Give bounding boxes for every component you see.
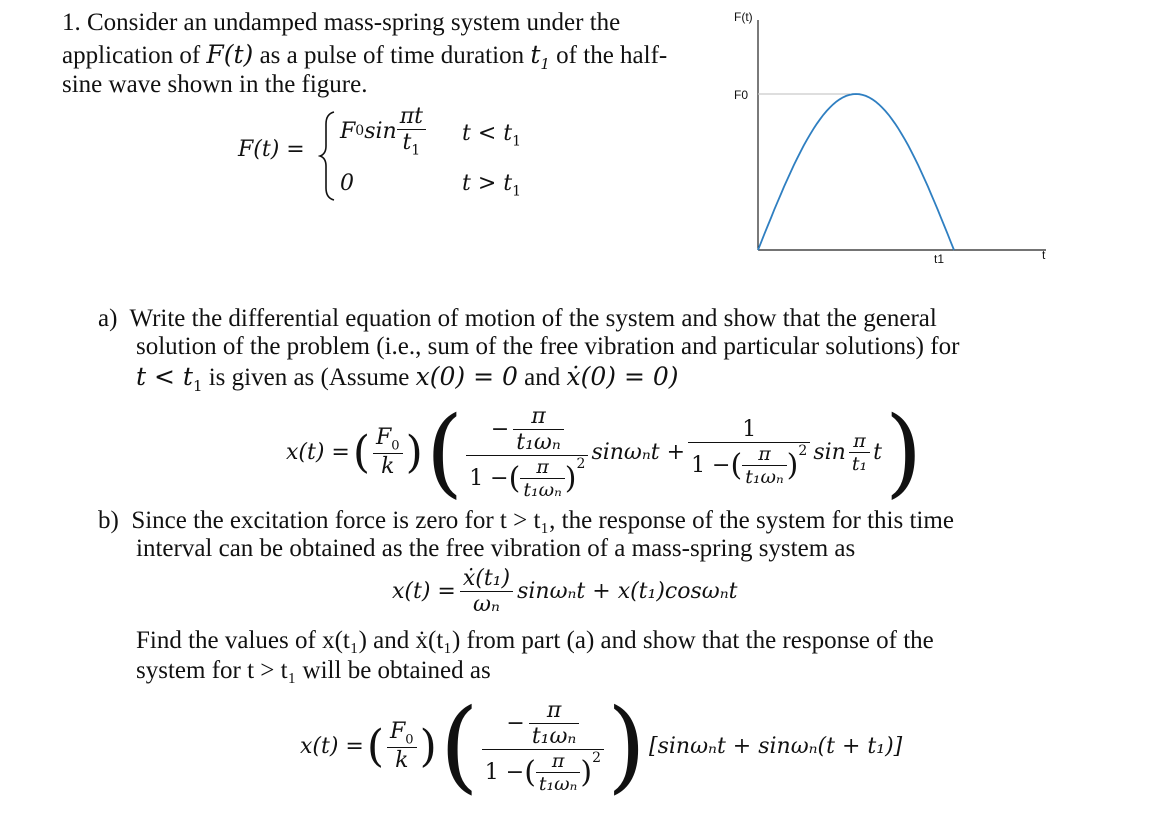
part-b-text-2: interval can be obtained as the free vibration of a mass-spring system as [136, 535, 856, 562]
problem-line-3 [62, 70, 367, 99]
eq-a-term-2-fraction: 1 1 − ( $\frac{\pi}{\text{t₁ωₙ}}$ ) $^2$ [688, 417, 810, 488]
pi-t-over-t1-fraction: $\frac{\pi t}{t_1}$ [397, 104, 426, 158]
part-a-line-2 [136, 332, 959, 361]
problem-text-3: sine wave shown in the figure. [62, 71, 368, 98]
peak-label: F0 [734, 88, 749, 102]
part-a-text-2: solution of the problem (i.e., sum of the free vibration and particular solutions) for [136, 333, 960, 360]
xdot-over-omega-fraction: $\frac{\text{ẋ(t₁)}}{\text{ωₙ}}$ [460, 566, 513, 617]
eq-a-sin-term: sinωₙt + [591, 439, 686, 465]
t1-tick-label: t1 [934, 252, 945, 266]
problem-text-2c: of the half- [556, 42, 668, 69]
equation-b: x(t) = ( $\frac{F_0}{k}$ ) ( − $\frac{\pi}{\text{t₁ωₙ}}$ 1 − ( $\frac{\pi}{\text{t₁ωₙ}}$ ) $^2$ ) [sinωₙt + sinωₙ(t + t₁)] [300, 687, 903, 804]
eq-b-main-fraction: − $\frac{\pi}{\text{t₁ωₙ}}$ 1 − ( $\frac{\pi}{\text{t₁ωₙ}}$ ) $^2$ [482, 698, 604, 795]
problem-line-2: application of F(t) as a pulse of time duration $t_1$ of the half- [62, 40, 668, 73]
part-b-find-text-2: system for t > t₁ will be obtained as [136, 657, 491, 684]
piecewise-case-2: 0 [340, 171, 354, 196]
problem-text-1: 1. Consider an undamped mass-spring system under the [62, 9, 621, 36]
eq-a-lhs: x(t) = [286, 439, 350, 465]
equation-a: x(t) = ( $\frac{F_0}{k}$ ) ( − $\frac{\pi}{\text{t₁ωₙ}}$ 1 − ( $\frac{\pi}{\text{t₁ωₙ}}$ ) $^2$ sinωₙt + 1 1 − ( $\frac{\pi}{\text{t₁ωₙ}}$ ) $^2$ sin $\frac{\pi}{\text{t₁}}$ t ) [286, 396, 923, 508]
part-a-line-3: $t < t_1$ is given as (Assume x(0) = 0 and ẋ(0) = 0) [136, 362, 679, 395]
eq-b-f0-over-k: $\frac{F_0}{k}$ [387, 719, 417, 773]
part-b-find-line-2 [136, 656, 491, 685]
part-a-line-1 [98, 304, 937, 333]
eq-b-lhs: x(t) = [300, 733, 364, 759]
part-b-line-1 [98, 506, 954, 535]
eq-a-pi-over-t1: $\frac{\pi}{\text{t₁}}$ [849, 430, 870, 475]
part-a-text-1: Write the differential equation of motion of the system and show that the general [129, 305, 937, 332]
part-b-text-1: Since the excitation force is zero for t > t₁, the response of the system for this time [131, 507, 954, 534]
half-sine-curve [758, 94, 954, 250]
part-b-find-text-1: Find the values of x(t₁) and ẋ(t₁) from part (a) and show that the response of the [136, 627, 934, 654]
half-sine-plot [728, 6, 1058, 268]
piecewise-case-1: F 0 sin $\frac{\pi t}{t_1}$ [340, 104, 426, 158]
part-b-label: b) [98, 507, 119, 534]
y-axis-label: F(t) [734, 10, 753, 24]
half-sine-figure [728, 6, 1058, 268]
force-symbol: F(t) [206, 40, 254, 69]
eq-a-term-1-fraction: − $\frac{\pi}{\text{t₁ωₙ}}$ 1 − ( $\frac{\pi}{\text{t₁ωₙ}}$ ) $^2$ [466, 404, 588, 501]
piecewise-lhs: F(t) = [238, 137, 305, 162]
eq-b-bracket-term: [sinωₙt + sinωₙ(t + t₁)] [649, 733, 903, 759]
x-axis-label: t [1042, 248, 1046, 262]
piecewise-cond-2: $t > t_1$ [462, 171, 522, 200]
equation-free-vibration: x(t) = $\frac{\text{ẋ(t₁)}}{\text{ωₙ}}$ sinωₙt + x(t₁)cosωₙt [392, 566, 738, 617]
problem-text-2a: application of [62, 42, 201, 69]
eq-a-f0-over-k: $\frac{F_0}{k}$ [373, 425, 403, 479]
part-a-label: a) [98, 305, 118, 332]
problem-text-2b: as a pulse of time duration [259, 42, 525, 69]
t1-symbol: t [530, 40, 541, 69]
piecewise-cond-1: $t < t_1$ [462, 121, 522, 150]
problem-line-1 [62, 8, 620, 37]
part-b-find-line-1 [136, 626, 934, 655]
part-b-line-2 [136, 534, 855, 563]
piecewise-brace [318, 110, 338, 202]
